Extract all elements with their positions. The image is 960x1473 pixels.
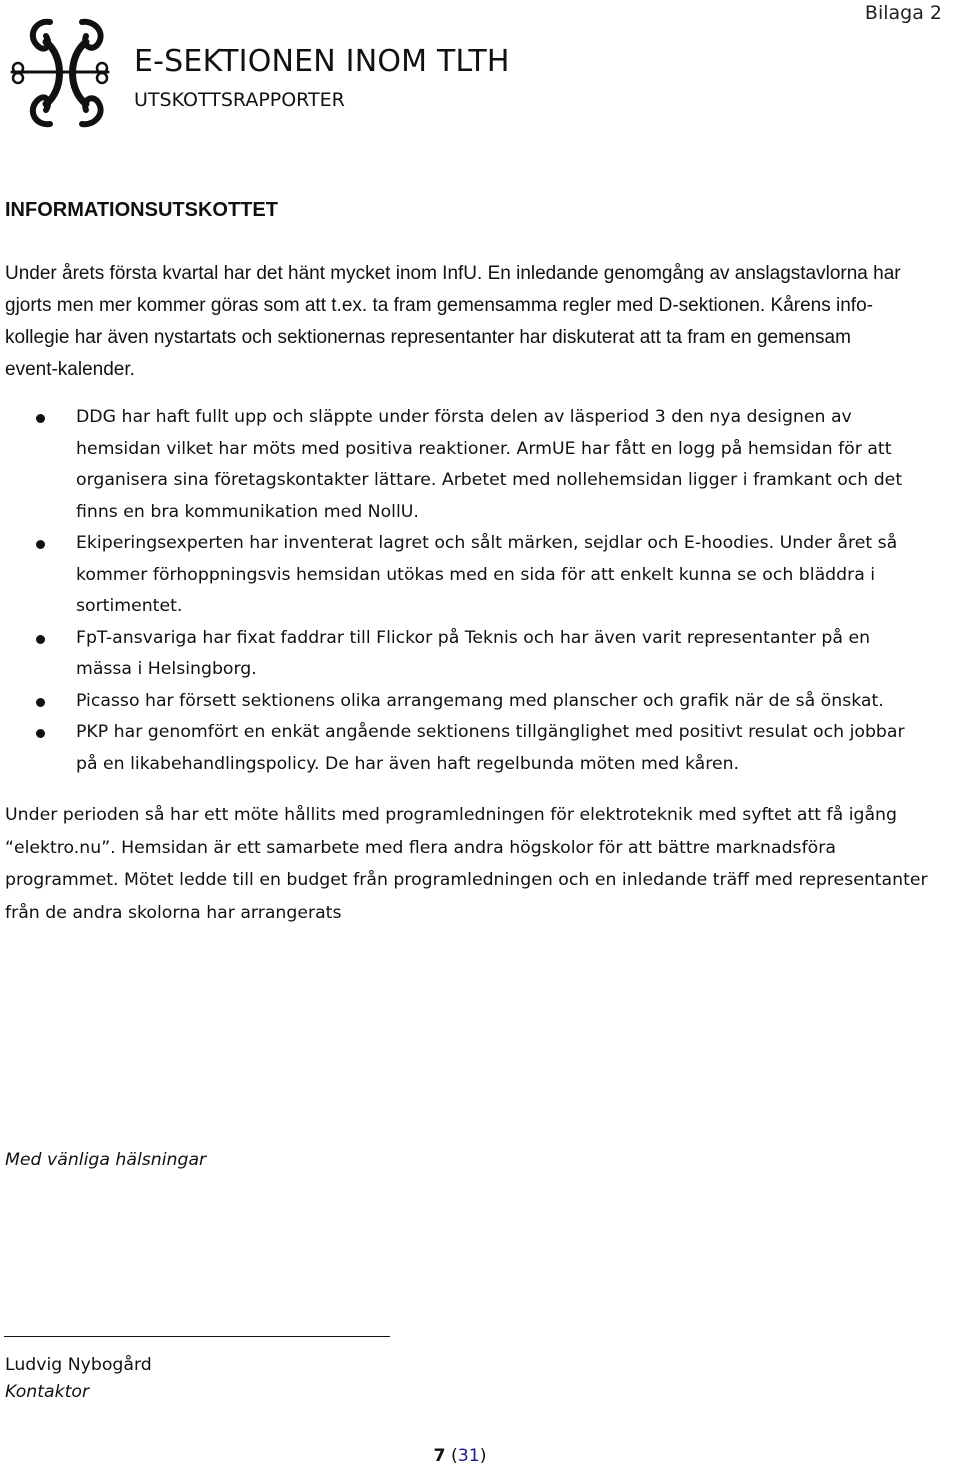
list-item-text: Ekiperingsexperten har inventerat lagret och sålt märken, sejdlar och E-hoodies. Under året så kommer förhoppningsvis hemsidan utökas med en sida för att enkelt kunna se och bläddra i sortimentet.	[76, 533, 898, 616]
page-current: 7	[433, 1446, 446, 1466]
list-item	[0, 623, 920, 686]
e-sektionen-monogram-logo-icon	[6, 12, 114, 130]
bullet-icon	[36, 635, 45, 644]
bullet-icon	[36, 729, 45, 738]
list-item	[0, 402, 920, 528]
bullet-list	[0, 402, 920, 780]
list-item-text: PKP har genomfört en enkät angående sektionens tillgänglighet med positivt resulat och jobbar på en likabehandlingspolicy. De har även haft regelbunda möten med kåren.	[76, 722, 905, 774]
list-item-text: DDG har haft fullt upp och släppte under första delen av läsperiod 3 den nya designen av hemsidan vilket har möts med positiva reaktioner. ArmUE har fått en logg på hemsidan för att organisera sina företagskontakter lättare. Arbetet med nollehemsidan ligger i framkant och det finns en bra kommunikation med NollU.	[76, 407, 903, 522]
organization-title: E-SEKTIONEN INOM TLTH	[134, 44, 510, 79]
closing-greeting: Med vänliga hälsningar	[5, 1150, 207, 1170]
attachment-label: Bilaga 2	[864, 2, 942, 24]
signature-line	[4, 1336, 390, 1337]
list-item	[0, 528, 920, 623]
page-total: 31	[457, 1446, 480, 1466]
list-item-text: FpT-ansvariga har fixat faddrar till Flickor på Teknis och har även varit representanter på en mässa i Helsingborg.	[76, 627, 871, 679]
signer-role: Kontaktor	[5, 1382, 90, 1402]
intro-paragraph: Under årets första kvartal har det hänt mycket inom InfU. En inledande genomgång av anslagstavlorna har gjorts men mer kommer göras som att t.ex. ta fram gemensamma regler med D-sektionen. Kårens info-kollegie har även nystartats och sektionernas representanter har diskuterat att ta fram en gemensam event-kalender.	[5, 263, 901, 380]
outro-paragraph: Under perioden så har ett möte hållits med programledningen för elektroteknik med syftet att få igång “elektro.nu”. Hemsidan är ett samarbete med flera andra högskolor för att bättre marknadsföra programmet. Mötet ledde till en budget från programledningen och en inledande träff med representanter från de andra skolorna har arrangerats	[5, 805, 928, 923]
list-item	[0, 717, 920, 780]
signer-name: Ludvig Nybogård	[5, 1355, 152, 1375]
page-number: 7 (31)	[433, 1446, 487, 1466]
bullet-icon	[36, 698, 45, 707]
section-heading: INFORMATIONSUTSKOTTET	[5, 199, 278, 221]
organization-subtitle: UTSKOTTSRAPPORTER	[134, 89, 345, 111]
list-item-text: Picasso har försett sektionens olika arrangemang med planscher och grafik när de så önskat.	[76, 690, 884, 711]
list-item	[0, 686, 920, 718]
bullet-icon	[36, 414, 45, 423]
bullet-icon	[36, 540, 45, 549]
